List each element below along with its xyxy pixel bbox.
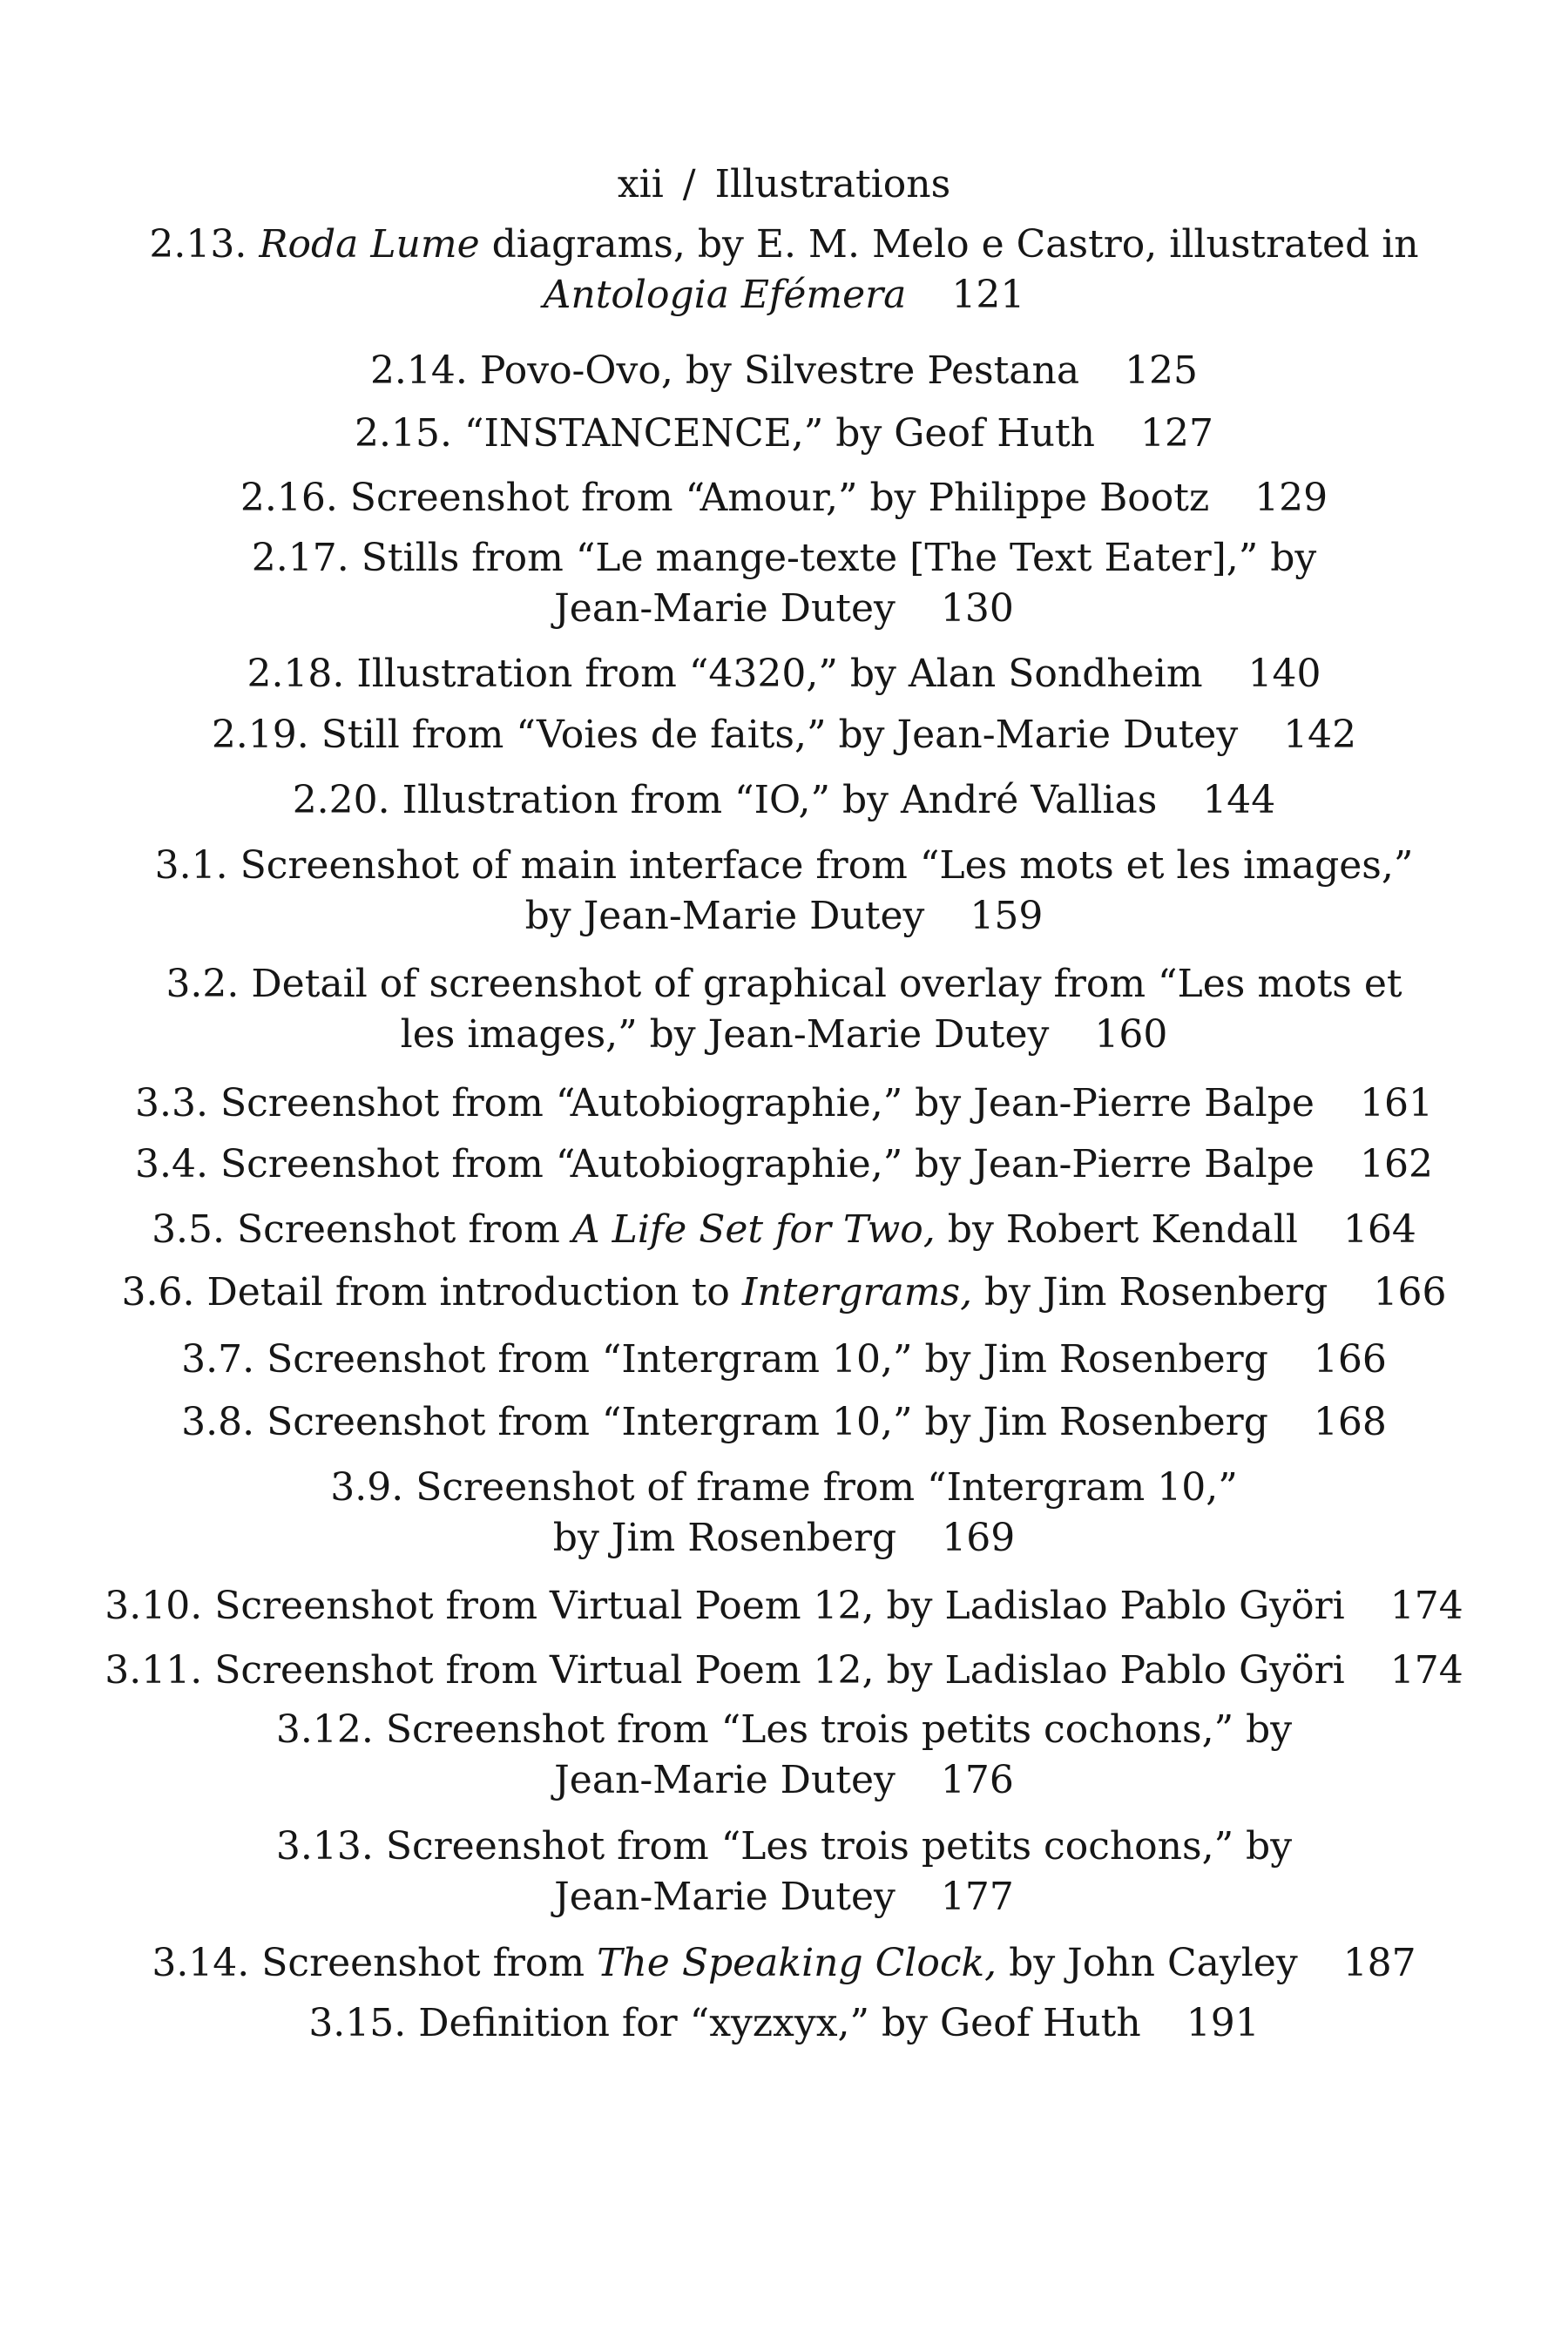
entry-line: [0, 220, 1568, 270]
caption-text: Still from “Voies de faits,” by Jean-Marie Dutey: [308, 713, 1239, 757]
page-number: 174: [1389, 1584, 1463, 1628]
entry-line: [0, 1705, 1568, 1755]
page-number: 160: [1094, 1012, 1168, 1057]
entry-line: [0, 1010, 1568, 1060]
figure-number: 3.3.: [135, 1081, 209, 1125]
caption-text: Povo-Ovo, by Silvestre Pestana: [467, 348, 1080, 393]
illustration-entry: [0, 1205, 1568, 1255]
figure-number: 2.14.: [369, 348, 468, 393]
caption-text: Jean-Marie Dutey: [554, 586, 896, 631]
figure-number: 3.12.: [275, 1707, 374, 1752]
caption-text: Definition for “xyzxyx,” by Geof Huth: [406, 2001, 1141, 2045]
page-number: 142: [1283, 713, 1357, 757]
illustration-entry: [0, 1581, 1568, 1632]
work-title: Intergrams,: [741, 1270, 973, 1315]
figure-number: 2.13.: [149, 222, 247, 267]
work-title: Antologia Efémera: [543, 273, 907, 317]
caption-text: by John Cayley: [997, 1941, 1298, 1985]
entry-line: [0, 1463, 1568, 1513]
page-number: 162: [1359, 1142, 1433, 1186]
page-number: 130: [940, 586, 1014, 631]
illustration-entry: [0, 959, 1568, 1060]
caption-text: [247, 222, 259, 267]
illustration-entry: [0, 533, 1568, 634]
caption-text: Screenshot of frame from “Intergram 10,”: [403, 1465, 1238, 1510]
page-number: 140: [1247, 652, 1321, 696]
illustration-entry: [0, 1463, 1568, 1564]
running-header: [0, 159, 1568, 211]
page-number: 144: [1202, 778, 1276, 822]
page-number: 174: [1389, 1648, 1463, 1693]
page-numeral: xii: [617, 162, 664, 206]
figure-number: 2.19.: [211, 713, 309, 757]
figure-number: 3.1.: [154, 843, 228, 888]
page-number: 187: [1342, 1941, 1416, 1985]
figure-number: 3.5.: [152, 1207, 226, 1252]
caption-text: by Jim Rosenberg: [972, 1270, 1328, 1315]
entry-line: [0, 710, 1568, 760]
page-number: 125: [1125, 348, 1199, 393]
caption-text: les images,” by Jean-Marie Dutey: [400, 1012, 1050, 1057]
section-title: Illustrations: [714, 162, 951, 206]
figure-number: 2.18.: [247, 652, 345, 696]
entry-line: [0, 346, 1568, 396]
figure-number: 3.11.: [105, 1648, 203, 1693]
caption-text: Screenshot from “Intergram 10,” by Jim Rosenberg: [254, 1400, 1268, 1444]
entry-line: [0, 1078, 1568, 1129]
figure-number: 3.6.: [121, 1270, 195, 1315]
figure-number: 3.14.: [152, 1941, 250, 1985]
caption-text: Detail of screenshot of graphical overlay from “Les mots et: [239, 962, 1402, 1006]
page-number: 121: [951, 273, 1025, 317]
page-number: 191: [1186, 2001, 1260, 2045]
illustration-entry: [0, 1821, 1568, 1923]
caption-text: Screenshot from “Amour,” by Philippe Bootz: [337, 476, 1210, 520]
figure-number: 3.9.: [330, 1465, 404, 1510]
caption-text: by Robert Kendall: [935, 1207, 1298, 1252]
illustration-entry: [0, 775, 1568, 826]
illustration-entry: [0, 1998, 1568, 2049]
entry-line: [0, 1513, 1568, 1564]
figure-number: 3.15.: [308, 2001, 407, 2045]
caption-text: Screenshot from “Autobiographie,” by Jean-Pierre Balpe: [208, 1142, 1315, 1186]
illustration-entry: [0, 649, 1568, 700]
illustration-entry: [0, 1335, 1568, 1385]
illustration-entry: [0, 1705, 1568, 1806]
entry-line: [0, 1755, 1568, 1806]
entry-line: [0, 959, 1568, 1010]
entry-line: [0, 1821, 1568, 1872]
caption-text: Screenshot from Virtual Poem 12, by Ladislao Pablo Györi: [202, 1584, 1345, 1628]
caption-text: Jean-Marie Dutey: [554, 1875, 896, 1919]
illustration-entry: [0, 710, 1568, 760]
caption-text: Screenshot from Virtual Poem 12, by Ladislao Pablo Györi: [202, 1648, 1345, 1693]
entry-line: [0, 775, 1568, 826]
figure-number: 2.17.: [251, 536, 349, 580]
caption-text: Detail from introduction to: [194, 1270, 742, 1315]
figure-number: 3.7.: [181, 1337, 255, 1382]
caption-text: Illustration from “IO,” by André Vallias: [389, 778, 1158, 822]
figure-number: 3.8.: [181, 1400, 255, 1444]
entry-line: [0, 1139, 1568, 1190]
figure-number: 2.16.: [240, 476, 338, 520]
entry-line: [0, 1938, 1568, 1989]
illustration-entry: [0, 841, 1568, 942]
illustration-entry: [0, 220, 1568, 321]
page-number: 177: [940, 1875, 1014, 1919]
caption-text: diagrams, by E. M. Melo e Castro, illustrated in: [479, 222, 1419, 267]
caption-text: Screenshot from “Les trois petits cochons,” by: [373, 1824, 1293, 1869]
caption-text: Screenshot from “Les trois petits cochons,” by: [373, 1707, 1293, 1752]
page-number: 127: [1139, 411, 1213, 456]
entry-line: [0, 841, 1568, 891]
figure-number: 2.15.: [355, 411, 453, 456]
entry-line: [0, 533, 1568, 584]
illustration-entry: [0, 1646, 1568, 1696]
figure-number: 3.2.: [166, 962, 240, 1006]
entry-line: [0, 1998, 1568, 2049]
page-number: 159: [970, 894, 1044, 938]
page-number: 168: [1313, 1400, 1387, 1444]
work-title: The Speaking Clock,: [597, 1941, 997, 1985]
page-number: 176: [940, 1758, 1014, 1802]
illustration-entry: [0, 1397, 1568, 1448]
illustration-entry: [0, 1139, 1568, 1190]
caption-text: by Jim Rosenberg: [552, 1516, 897, 1560]
illustration-entry: [0, 409, 1568, 459]
page-number: 169: [942, 1516, 1016, 1560]
caption-text: Screenshot from “Autobiographie,” by Jean-Pierre Balpe: [208, 1081, 1315, 1125]
page-number: 164: [1342, 1207, 1416, 1252]
page-number: 129: [1254, 476, 1328, 520]
figure-number: 3.10.: [105, 1584, 203, 1628]
illustration-entry: [0, 1267, 1568, 1318]
figure-number: 2.20.: [292, 778, 390, 822]
page-number: 161: [1359, 1081, 1433, 1125]
entry-line: [0, 1872, 1568, 1923]
caption-text: Screenshot from: [249, 1941, 598, 1985]
illustration-entry: [0, 1078, 1568, 1129]
entry-line: [0, 409, 1568, 459]
caption-text: Screenshot from: [225, 1207, 572, 1252]
entry-line: [0, 473, 1568, 524]
header-separator: /: [682, 162, 696, 206]
caption-text: Jean-Marie Dutey: [554, 1758, 896, 1802]
entry-line: [0, 1646, 1568, 1696]
page-number: 166: [1373, 1270, 1447, 1315]
caption-text: Stills from “Le mange-texte [The Text Eater],” by: [348, 536, 1317, 580]
entry-line: [0, 1335, 1568, 1385]
work-title: A Life Set for Two,: [571, 1207, 936, 1252]
work-title: Roda Lume: [259, 222, 480, 267]
caption-text: “INSTANCENCE,” by Geof Huth: [452, 411, 1095, 456]
caption-text: by Jean-Marie Dutey: [524, 894, 925, 938]
illustration-entry: [0, 1938, 1568, 1989]
figure-number: 3.13.: [275, 1824, 374, 1869]
entry-line: [0, 1397, 1568, 1448]
entry-line: [0, 270, 1568, 321]
entry-line: [0, 1205, 1568, 1255]
entry-line: [0, 1581, 1568, 1632]
entry-line: [0, 649, 1568, 700]
caption-text: Illustration from “4320,” by Alan Sondheim: [344, 652, 1203, 696]
caption-text: Screenshot of main interface from “Les mots et les images,”: [227, 843, 1414, 888]
illustration-entry: [0, 346, 1568, 396]
entry-line: [0, 1267, 1568, 1318]
entry-line: [0, 891, 1568, 942]
caption-text: Screenshot from “Intergram 10,” by Jim Rosenberg: [254, 1337, 1268, 1382]
illustration-entry: [0, 473, 1568, 524]
figure-number: 3.4.: [135, 1142, 209, 1186]
entry-line: [0, 584, 1568, 634]
page-number: 166: [1313, 1337, 1387, 1382]
